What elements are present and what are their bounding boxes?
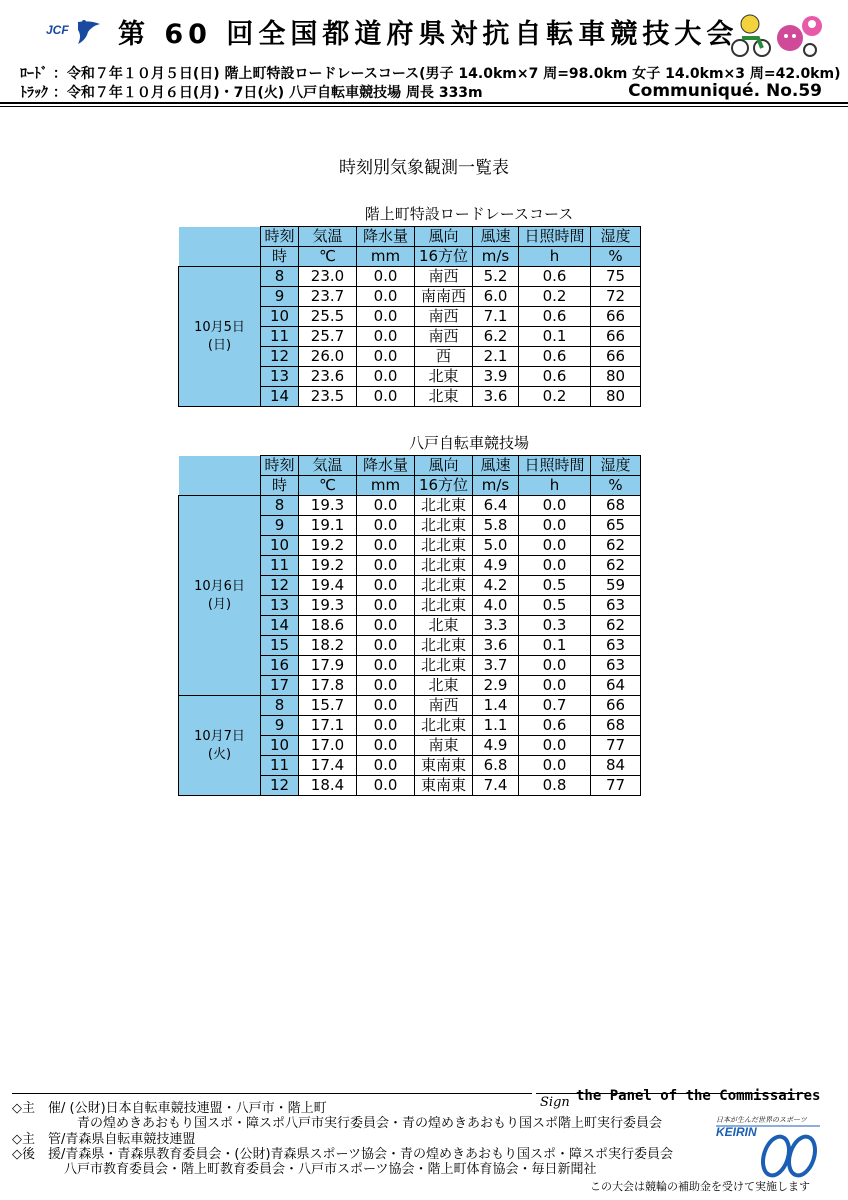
hour-cell: 14 (261, 616, 299, 636)
column-unit: % (591, 476, 641, 496)
data-cell: 18.4 (299, 776, 357, 796)
data-cell: 62 (591, 556, 641, 576)
column-header: 日照時間 (519, 456, 591, 476)
data-cell: 0.0 (357, 736, 415, 756)
data-cell: 72 (591, 287, 641, 307)
data-cell: 4.9 (473, 556, 519, 576)
section-title-track: 八戸自転車競技場 (408, 434, 529, 452)
data-cell: 0.0 (519, 756, 591, 776)
day-date: 10月7日 (194, 728, 245, 744)
column-unit: m/s (473, 476, 519, 496)
data-cell: 2.9 (473, 676, 519, 696)
column-unit: m/s (473, 247, 519, 267)
data-cell: 65 (591, 516, 641, 536)
data-cell: 0.0 (357, 576, 415, 596)
data-cell: 北北東 (415, 536, 473, 556)
data-cell: 0.0 (357, 696, 415, 716)
data-cell: 東南東 (415, 756, 473, 776)
data-cell: 18.6 (299, 616, 357, 636)
page-title: 時刻別気象観測一覧表 (339, 158, 509, 178)
data-cell: 北北東 (415, 516, 473, 536)
data-cell: 0.0 (357, 776, 415, 796)
data-cell: 0.6 (519, 367, 591, 387)
day-date: 10月6日 (194, 578, 245, 594)
data-cell: 26.0 (299, 347, 357, 367)
column-header: 風向 (415, 227, 473, 247)
data-cell: 7.4 (473, 776, 519, 796)
hour-cell: 12 (261, 347, 299, 367)
data-cell: 0.6 (519, 716, 591, 736)
hour-cell: 12 (261, 776, 299, 796)
data-cell: 17.9 (299, 656, 357, 676)
data-cell: 0.2 (519, 387, 591, 407)
data-cell: 0.0 (357, 636, 415, 656)
data-cell: 25.7 (299, 327, 357, 347)
header-spacer (179, 247, 261, 267)
data-cell: 63 (591, 656, 641, 676)
data-cell: 5.8 (473, 516, 519, 536)
data-cell: 19.3 (299, 596, 357, 616)
column-unit: ℃ (299, 476, 357, 496)
hour-cell: 8 (261, 496, 299, 516)
data-cell: 80 (591, 367, 641, 387)
data-cell: 4.2 (473, 576, 519, 596)
column-unit: h (519, 476, 591, 496)
data-cell: 0.1 (519, 327, 591, 347)
data-cell: 68 (591, 716, 641, 736)
data-cell: 19.1 (299, 516, 357, 536)
data-cell: 南南西 (415, 287, 473, 307)
column-header: 湿度 (591, 456, 641, 476)
data-cell: 0.0 (519, 496, 591, 516)
data-cell: 0.0 (519, 676, 591, 696)
data-cell: 23.6 (299, 367, 357, 387)
data-cell: 0.0 (519, 516, 591, 536)
data-cell: 北東 (415, 616, 473, 636)
day-weekday: (日) (207, 337, 232, 353)
data-cell: 北北東 (415, 556, 473, 576)
column-header: 気温 (299, 456, 357, 476)
data-cell: 64 (591, 676, 641, 696)
data-cell: 4.0 (473, 596, 519, 616)
jcf-logo-text: JCF (46, 23, 69, 37)
data-cell: 0.5 (519, 576, 591, 596)
data-cell: 19.2 (299, 536, 357, 556)
data-cell: 0.0 (357, 616, 415, 636)
data-cell: 0.0 (357, 676, 415, 696)
data-cell: 0.6 (519, 347, 591, 367)
data-cell: 23.0 (299, 267, 357, 287)
hour-cell: 9 (261, 716, 299, 736)
header-rule-thin (0, 106, 848, 107)
table-row (179, 696, 641, 716)
data-cell: 南西 (415, 267, 473, 287)
column-unit: 16方位 (415, 247, 473, 267)
column-header: 風向 (415, 456, 473, 476)
day-weekday: (月) (207, 596, 232, 612)
day-weekday: (火) (207, 746, 232, 762)
hour-cell: 15 (261, 636, 299, 656)
data-cell: 3.9 (473, 367, 519, 387)
header-spacer (179, 227, 261, 247)
data-cell: 66 (591, 327, 641, 347)
column-header: 降水量 (357, 227, 415, 247)
data-cell: 62 (591, 536, 641, 556)
data-cell: 北北東 (415, 636, 473, 656)
data-cell: 23.7 (299, 287, 357, 307)
keirin-slogan: 日本が生んだ世界のスポーツ (716, 1116, 807, 1124)
data-cell: 東南東 (415, 776, 473, 796)
data-cell: 5.0 (473, 536, 519, 556)
data-cell: 80 (591, 387, 641, 407)
data-cell: 1.1 (473, 716, 519, 736)
keirin-brand: KEIRIN (716, 1125, 757, 1139)
footer-support-cont: 八戸市教育委員会・階上町教育委員会・八戸市スポーツ協会・階上町体育協会・毎日新聞社 (12, 1162, 597, 1177)
data-cell: 66 (591, 307, 641, 327)
data-cell: 0.0 (357, 307, 415, 327)
data-cell: 0.2 (519, 287, 591, 307)
table-row (179, 496, 641, 516)
data-cell: 0.0 (519, 656, 591, 676)
column-header: 時刻 (261, 456, 299, 476)
data-cell: 北北東 (415, 656, 473, 676)
road-race-info: ﾛｰﾄﾞ ：令和７年１０月５日(日) 階上町特設ロードレースコース(男子 14.0km×7 周=98.0km 女子 14.0km×3 周=42.0km) (20, 66, 841, 82)
day-label-cell (179, 496, 261, 696)
data-cell: 23.5 (299, 387, 357, 407)
data-cell: 0.0 (357, 756, 415, 776)
data-cell: 0.0 (357, 367, 415, 387)
data-cell: 2.1 (473, 347, 519, 367)
data-cell: 66 (591, 347, 641, 367)
column-unit: 時 (261, 247, 299, 267)
day-label-cell (179, 696, 261, 796)
column-unit: % (591, 247, 641, 267)
footer-organizer-cont: 青の煌めきあおもり国スポ・障スポ八戸市実行委員会・青の煌めきあおもり国スポ階上町実行委員会 (12, 1116, 663, 1131)
data-cell: 0.6 (519, 267, 591, 287)
data-cell: 北東 (415, 367, 473, 387)
data-cell: 0.0 (357, 536, 415, 556)
data-cell: 0.7 (519, 696, 591, 716)
column-unit: h (519, 247, 591, 267)
hour-cell: 11 (261, 327, 299, 347)
column-unit: mm (357, 247, 415, 267)
data-cell: 63 (591, 596, 641, 616)
data-cell: 19.3 (299, 496, 357, 516)
data-cell: 3.7 (473, 656, 519, 676)
footer-support: ◇後 援/青森県・青森県教育委員会・(公財)青森県スポーツ協会・青の煌めきあおもり国スポ・障スポ実行委員会 (12, 1147, 674, 1162)
weather-table-road (178, 226, 641, 407)
hour-cell: 8 (261, 696, 299, 716)
footer-organizer: ◇主 催/ (公財)日本自転車競技連盟・八戸市・階上町 (12, 1101, 327, 1116)
data-cell: 0.0 (357, 516, 415, 536)
data-cell: 南西 (415, 696, 473, 716)
data-cell: 7.1 (473, 307, 519, 327)
jcf-logo (44, 18, 104, 46)
subsidy-note: この大会は競輪の補助金を受けて実施します (590, 1180, 810, 1193)
header-spacer (179, 456, 261, 476)
data-cell: 18.2 (299, 636, 357, 656)
data-cell: 北北東 (415, 496, 473, 516)
data-cell: 0.0 (357, 327, 415, 347)
data-cell: 6.0 (473, 287, 519, 307)
column-header-row (179, 227, 641, 247)
hour-cell: 12 (261, 576, 299, 596)
header-spacer (179, 476, 261, 496)
data-cell: 77 (591, 776, 641, 796)
data-cell: 17.8 (299, 676, 357, 696)
data-cell: 西 (415, 347, 473, 367)
data-cell: 0.0 (357, 347, 415, 367)
hour-cell: 14 (261, 387, 299, 407)
signature-prefix: Sign (540, 1095, 570, 1110)
data-cell: 75 (591, 267, 641, 287)
hour-cell: 13 (261, 596, 299, 616)
data-cell: 17.0 (299, 736, 357, 756)
data-cell: 0.0 (357, 556, 415, 576)
data-cell: 北北東 (415, 576, 473, 596)
weather-table-track (178, 455, 641, 796)
data-cell: 0.5 (519, 596, 591, 616)
hour-cell: 10 (261, 536, 299, 556)
footer-management: ◇主 管/青森県自転車競技連盟 (12, 1132, 196, 1147)
data-cell: 北東 (415, 387, 473, 407)
signature-label: the Panel of the Commissaires (576, 1088, 821, 1104)
data-cell: 0.8 (519, 776, 591, 796)
data-cell: 0.6 (519, 307, 591, 327)
data-cell: 15.7 (299, 696, 357, 716)
column-header: 気温 (299, 227, 357, 247)
data-cell: 3.6 (473, 387, 519, 407)
data-cell: 0.1 (519, 636, 591, 656)
hour-cell: 11 (261, 756, 299, 776)
data-cell: 0.0 (357, 287, 415, 307)
data-cell: 59 (591, 576, 641, 596)
hour-cell: 16 (261, 656, 299, 676)
hour-cell: 13 (261, 367, 299, 387)
data-cell: 0.0 (519, 736, 591, 756)
data-cell: 南西 (415, 307, 473, 327)
table-row (179, 267, 641, 287)
column-header: 湿度 (591, 227, 641, 247)
data-cell: 0.3 (519, 616, 591, 636)
hour-cell: 10 (261, 736, 299, 756)
data-cell: 0.0 (519, 536, 591, 556)
data-cell: 0.0 (357, 496, 415, 516)
hour-cell: 9 (261, 287, 299, 307)
data-cell: 1.4 (473, 696, 519, 716)
data-cell: 19.2 (299, 556, 357, 576)
column-header: 風速 (473, 227, 519, 247)
event-title: 第 60 回全国都道府県対抗自転車競技大会 (118, 19, 739, 50)
hour-cell: 9 (261, 516, 299, 536)
data-cell: 6.4 (473, 496, 519, 516)
day-label-cell (179, 267, 261, 407)
data-cell: 3.6 (473, 636, 519, 656)
data-cell: 北北東 (415, 716, 473, 736)
hour-cell: 8 (261, 267, 299, 287)
column-header: 降水量 (357, 456, 415, 476)
data-cell: 62 (591, 616, 641, 636)
data-cell: 25.5 (299, 307, 357, 327)
data-cell: 17.4 (299, 756, 357, 776)
keirin-logo (712, 1114, 822, 1180)
data-cell: 北東 (415, 676, 473, 696)
data-cell: 3.3 (473, 616, 519, 636)
data-cell: 84 (591, 756, 641, 776)
column-header: 時刻 (261, 227, 299, 247)
column-header: 風速 (473, 456, 519, 476)
data-cell: 5.2 (473, 267, 519, 287)
column-header: 日照時間 (519, 227, 591, 247)
data-cell: 南東 (415, 736, 473, 756)
data-cell: 6.8 (473, 756, 519, 776)
day-date: 10月5日 (194, 319, 245, 335)
data-cell: 77 (591, 736, 641, 756)
column-unit: 時 (261, 476, 299, 496)
column-header-row (179, 456, 641, 476)
column-unit: ℃ (299, 247, 357, 267)
column-unit: 16方位 (415, 476, 473, 496)
data-cell: 66 (591, 696, 641, 716)
section-title-road: 階上町特設ロードレースコース (364, 205, 574, 223)
unit-header-row (179, 247, 641, 267)
data-cell: 63 (591, 636, 641, 656)
column-unit: mm (357, 476, 415, 496)
data-cell: 68 (591, 496, 641, 516)
communique-number: Communiqué. No.59 (628, 81, 822, 101)
data-cell: 4.9 (473, 736, 519, 756)
track-race-info: ﾄﾗｯｸ ：令和７年１０月６日(月)・7日(火) 八戸自転車競技場 周長 333m (20, 85, 483, 101)
hour-cell: 10 (261, 307, 299, 327)
data-cell: 0.0 (519, 556, 591, 576)
data-cell: 0.0 (357, 656, 415, 676)
data-cell: 0.0 (357, 387, 415, 407)
data-cell: 6.2 (473, 327, 519, 347)
data-cell: 17.1 (299, 716, 357, 736)
data-cell: 0.0 (357, 267, 415, 287)
header-rule (0, 102, 848, 104)
unit-header-row (179, 476, 641, 496)
data-cell: 0.0 (357, 716, 415, 736)
data-cell: 19.4 (299, 576, 357, 596)
mascot-illustration (728, 8, 824, 58)
hour-cell: 11 (261, 556, 299, 576)
data-cell: 北北東 (415, 596, 473, 616)
data-cell: 0.0 (357, 596, 415, 616)
footer-rule (12, 1093, 532, 1094)
data-cell: 南西 (415, 327, 473, 347)
hour-cell: 17 (261, 676, 299, 696)
